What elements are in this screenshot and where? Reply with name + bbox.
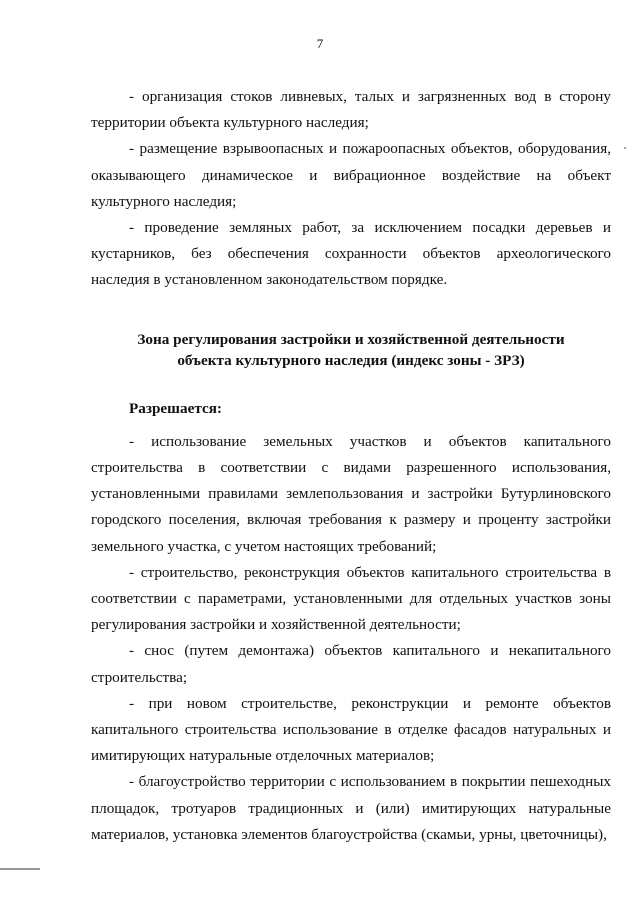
list-item: - строительство, реконструкция объектов капитального строительства в соответствии с параметрами, установленными для отдельных участков зоны регулирования застройки и хозяйственной деятельности; [91, 563, 611, 634]
list-item: - при новом строительстве, реконструкции и ремонте объектов капитального строительства использование в отделке фасадов натуральных и имитирующих натуральные отделочных материалов; [91, 694, 611, 765]
scan-speck [624, 147, 626, 149]
list-item: - благоустройство территории с использованием в покрытии пешеходных площадок, тротуаров традиционных и (или) имитирующих натуральные материалов, установка элементов благоустройства (скамьи, урны, цветочницы), [91, 773, 611, 843]
list-item: - проведение земляных работ, за исключением посадки деревьев и кустарников, без обеспечения сохранности объектов археологического наследия в установленном законодательством порядке. [91, 219, 611, 289]
allowed-label: Разрешается: [129, 399, 222, 417]
list-item: - снос (путем демонтажа) объектов капитального и некапитального строительства; [91, 642, 611, 686]
list-item: - использование земельных участков и объектов капитального строительства в соответствии с видами разрешенного использования, установленными правилами землепользования и застройки Бутурлиновского городского поселения, включая требования к размеру и проценту застройки земельного участка, с учетом настоящих требований; [91, 432, 611, 555]
document-body [91, 84, 611, 848]
page-number: 7 [316, 36, 324, 51]
list-item: - организация стоков ливневых, талых и загрязненных вод в сторону территории объекта культурного наследия; [91, 88, 611, 132]
section-title-line: объекта культурного наследия (индекс зоны - ЗРЗ) [177, 351, 525, 369]
section-title-line: Зона регулирования застройки и хозяйственной деятельности [137, 330, 565, 348]
list-item: - размещение взрывоопасных и пожароопасных объектов, оборудования, оказывающего динамическое и вибрационное воздействие на объект культурного наследия; [91, 140, 611, 210]
section-title [91, 329, 611, 371]
scan-margin-mark [0, 868, 40, 870]
